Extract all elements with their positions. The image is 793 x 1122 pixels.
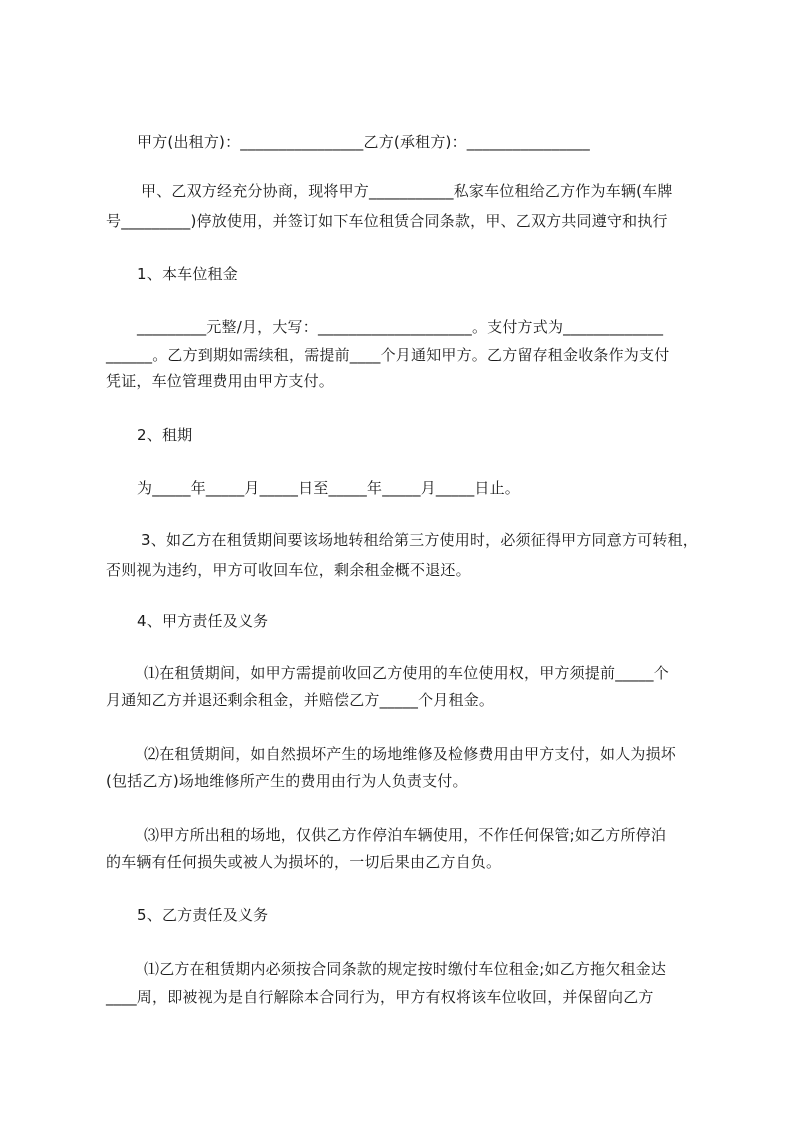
intro-line-1: 甲、乙双方经充分协商，现将甲方___________私家车位租给乙方作为车辆(车牌	[141, 182, 673, 200]
section-2-heading: 2、租期	[137, 426, 193, 444]
header-parties: 甲方(出租方)：________________乙方(承租方)：________________	[137, 133, 591, 151]
section-4-item-1-line-2: 月通知乙方并退还剩余租金，并赔偿乙方_____个月租金。	[106, 691, 495, 709]
section-1-line-1: _________元整/月，大写：____________________。支付方式为_____________	[137, 318, 664, 336]
section-1-heading: 1、本车位租金	[137, 265, 238, 283]
section-5-heading: 5、乙方责任及义务	[137, 906, 269, 924]
section-5-item-1-line-2: ____周，即被视为是自行解除本合同行为，甲方有权将该车位收回，并保留向乙方	[106, 988, 654, 1006]
section-4-item-2-line-1: ⑵在租赁期间，如自然损坏产生的场地维修及检修费用由甲方支付，如人为损坏	[144, 745, 677, 763]
section-2-line: 为_____年_____月_____日至_____年_____月_____日止。	[137, 479, 521, 497]
section-4-item-1-line-1: ⑴在租赁期间，如甲方需提前收回乙方使用的车位使用权，甲方须提前_____个	[144, 664, 669, 682]
section-4-item-2-line-2: (包括乙方)场地维修所产生的费用由行为人负责支付。	[106, 772, 468, 790]
section-1-line-2: ______。乙方到期如需续租，需提前____个月通知甲方。乙方留存租金收条作为支付	[106, 346, 670, 364]
section-5-item-1-line-1: ⑴乙方在租赁期内必须按合同条款的规定按时缴付车位租金;如乙方拖欠租金达	[144, 960, 667, 978]
section-1-line-3: 凭证，车位管理费用由甲方支付。	[106, 372, 335, 390]
intro-line-2: 号_________)停放使用，并签订如下车位租赁合同条款，甲、乙双方共同遵守和执行	[106, 212, 668, 230]
section-3-line-1: 3、如乙方在租赁期间要该场地转租给第三方使用时，必须征得甲方同意方可转租，	[141, 531, 698, 549]
section-4-item-3-line-1: ⑶甲方所出租的场地，仅供乙方作停泊车辆使用，不作任何保管;如乙方所停泊	[144, 826, 667, 844]
section-4-heading: 4、甲方责任及义务	[137, 612, 269, 630]
section-3-line-2: 否则视为违约，甲方可收回车位，剩余租金概不退还。	[106, 561, 471, 579]
section-4-item-3-line-2: 的车辆有任何损失或被人为损坏的，一切后果由乙方自负。	[106, 853, 502, 871]
